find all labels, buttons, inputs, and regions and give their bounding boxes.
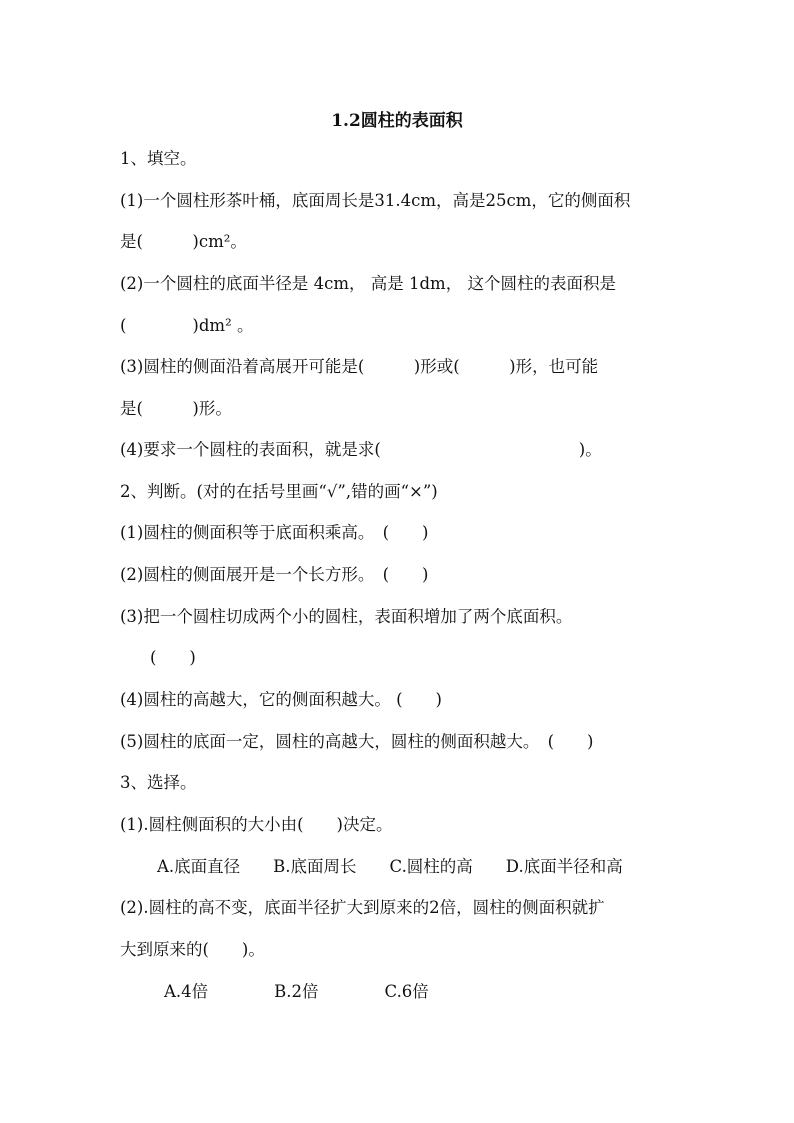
page-title: 1.2圆柱的表面积 xyxy=(331,111,463,131)
judge-question-1: (1)圆柱的侧面积等于底面积乘高。 ( ) xyxy=(120,523,429,542)
judge-question-3-line-2: ( ) xyxy=(150,648,196,667)
fill-question-4: (4)要求一个圆柱的表面积，就是求( )。 xyxy=(120,440,602,459)
section-3-heading: 3、选择。 xyxy=(120,773,197,792)
choice-question-2-line-1: (2).圆柱的高不变，底面半径扩大到原来的2倍，圆柱的侧面积就扩 xyxy=(120,898,605,917)
fill-question-1-line-2: 是( )cm²。 xyxy=(120,232,247,251)
section-2-heading: 2、判断。(对的在括号里画“√”,错的画“×”) xyxy=(120,482,438,501)
choice-question-2-line-2: 大到原来的( )。 xyxy=(120,940,265,959)
choice-question-1-options: A.底面直径 B.底面周长 C.圆柱的高 D.底面半径和高 xyxy=(157,857,623,876)
judge-question-4: (4)圆柱的高越大，它的侧面积越大。 ( ) xyxy=(120,690,442,709)
choice-question-2-options: A.4倍 B.2倍 C.6倍 xyxy=(164,982,429,1001)
fill-question-2-line-1: (2)一个圆柱的底面半径是 4cm， 高是 1dm， 这个圆柱的表面积是 xyxy=(120,274,616,293)
judge-question-3-line-1: (3)把一个圆柱切成两个小的圆柱，表面积增加了两个底面积。 xyxy=(120,607,573,626)
fill-question-1-line-1: (1)一个圆柱形茶叶桶，底面周长是31.4cm，高是25cm，它的侧面积 xyxy=(120,191,631,210)
fill-question-3-line-2: 是( )形。 xyxy=(120,399,232,418)
judge-question-2: (2)圆柱的侧面展开是一个长方形。 ( ) xyxy=(120,565,429,584)
fill-question-2-line-2: ( )dm² 。 xyxy=(120,316,254,335)
choice-question-1: (1).圆柱侧面积的大小由( )决定。 xyxy=(120,815,393,834)
fill-question-3-line-1: (3)圆柱的侧面沿着高展开可能是( )形或( )形，也可能 xyxy=(120,357,599,376)
judge-question-5: (5)圆柱的底面一定，圆柱的高越大，圆柱的侧面积越大。 ( ) xyxy=(120,732,594,751)
section-1-heading: 1、填空。 xyxy=(120,149,197,168)
